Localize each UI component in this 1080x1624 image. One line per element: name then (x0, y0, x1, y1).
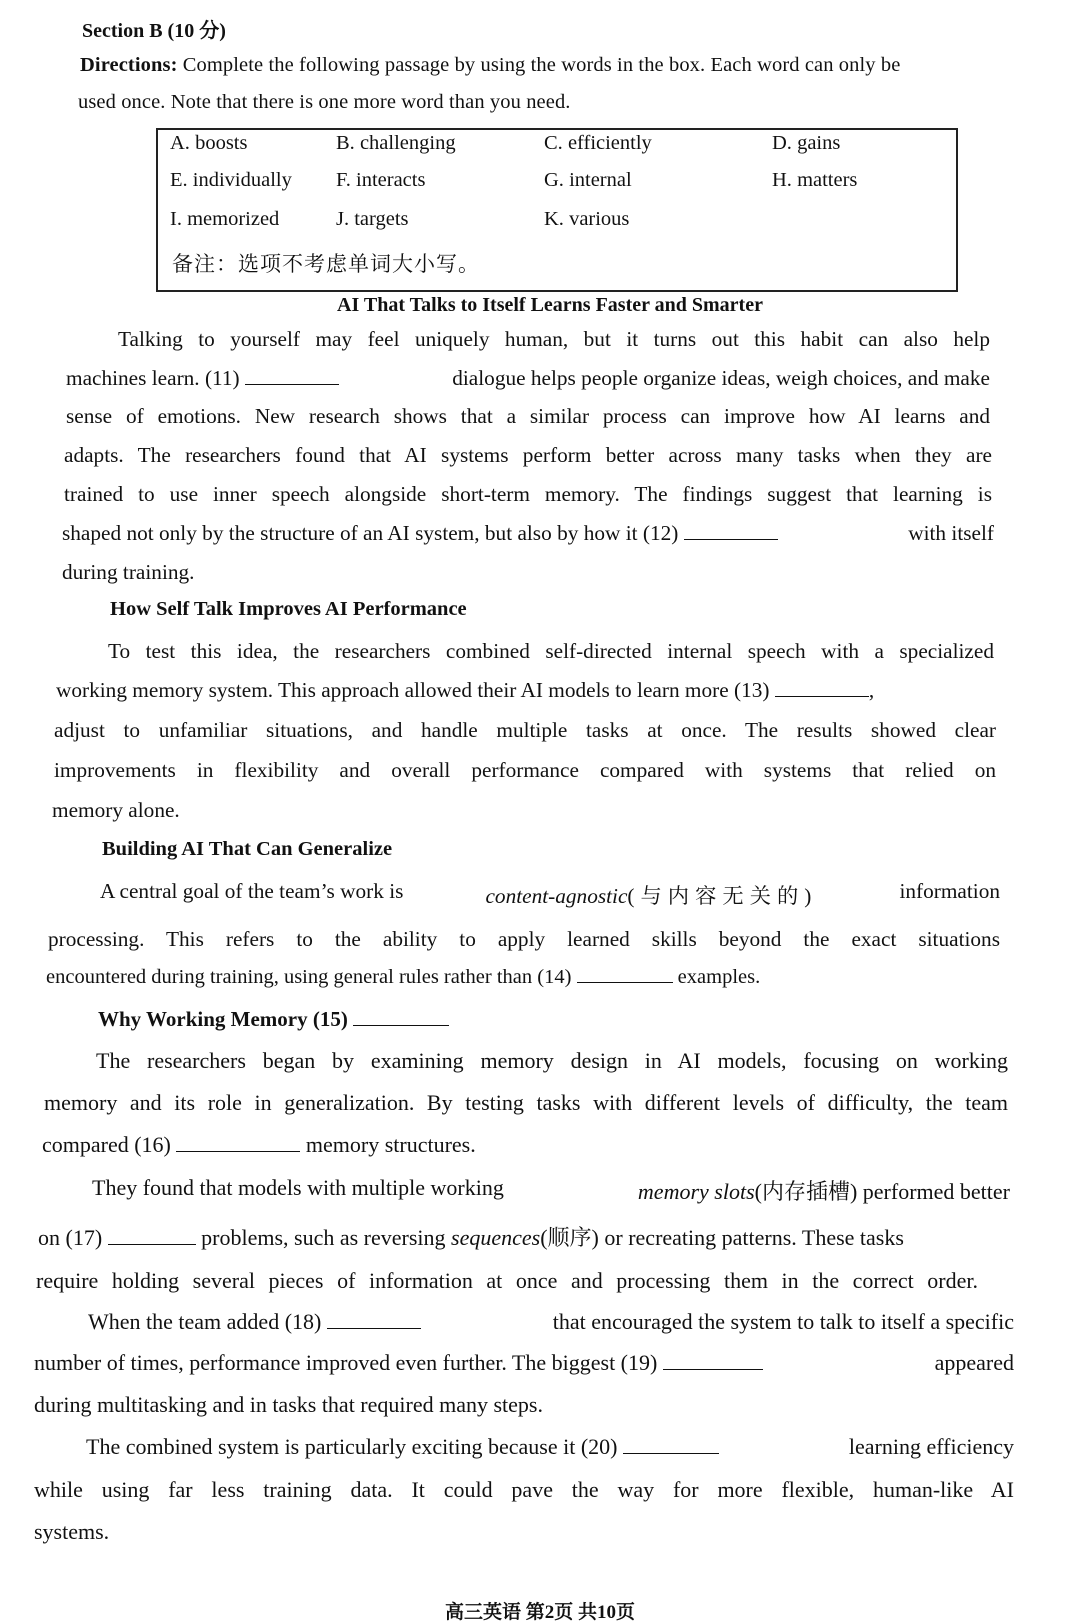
option-g: G. internal (544, 169, 632, 191)
option-c: C. efficiently (544, 132, 652, 154)
p3-line-3: encountered during training, using general rules rather than (14) examples. (46, 966, 761, 988)
blank-18[interactable] (327, 1327, 421, 1329)
p7-line-3: systems. (34, 1519, 110, 1544)
p1-line-3: sense of emotions. New research shows that a similar process can improve how AI learns and (66, 404, 990, 428)
option-b: B. challenging (336, 132, 456, 154)
p5-line-2: on (17) problems, such as reversing sequences(顺序) or recreating patterns. These tasks (38, 1225, 904, 1250)
section-title: Section B (10 分) (82, 20, 226, 42)
blank-12[interactable] (684, 538, 778, 540)
blank-20[interactable] (623, 1452, 719, 1454)
heading-generalize: Building AI That Can Generalize (102, 838, 393, 860)
p4-line-3: compared (16) memory structures. (42, 1132, 476, 1157)
directions-line-2: used once. Note that there is one more word than you need. (78, 91, 571, 113)
blank-19[interactable] (663, 1368, 763, 1370)
option-h: H. matters (772, 169, 858, 191)
p2-line-2: working memory system. This approach allowed their AI models to learn more (13) , (56, 678, 875, 702)
p3-line-1: A central goal of the team’s work is content-agnostic(与内容无关的) information (100, 879, 1000, 908)
p7-line-2: while using far less training data. It could pave the way for more flexible, human-like AI (34, 1477, 1014, 1502)
option-e: E. individually (170, 169, 292, 191)
option-k: K. various (544, 208, 630, 230)
word-box (156, 128, 958, 292)
p2-line-5: memory alone. (52, 798, 180, 822)
p6-line-1: When the team added (18) that encouraged the system to talk to itself a specific (88, 1309, 1014, 1334)
p5-line-1: They found that models with multiple working memory slots(内存插槽) performed better (92, 1175, 1010, 1204)
p7-line-1: The combined system is particularly exciting because it (20) learning efficiency (86, 1434, 1014, 1459)
option-a: A. boosts (170, 132, 248, 154)
p1-line-4: adapts. The researchers found that AI systems perform better across many tasks when they are (64, 443, 992, 467)
p1-line-6: shaped not only by the structure of an AI system, but also by how it (12) with itself (62, 521, 994, 545)
heading-self-talk: How Self Talk Improves AI Performance (110, 598, 467, 620)
blank-13[interactable] (775, 695, 869, 697)
p3-line-2: processing. This refers to the ability to apply learned skills beyond the exact situations (48, 927, 1000, 951)
option-f: F. interacts (336, 169, 426, 191)
option-j: J. targets (336, 208, 409, 230)
p5-line-3: require holding several pieces of information at once and processing them in the correct order. (36, 1268, 978, 1293)
page-footer: 高三英语 第2页 共10页 (444, 1602, 635, 1623)
p4-line-1: The researchers began by examining memory design in AI models, focusing on working (96, 1048, 1008, 1073)
directions-label: Directions: (80, 54, 178, 76)
blank-15[interactable] (353, 1024, 449, 1026)
blank-11[interactable] (245, 383, 339, 385)
heading-working-memory: Why Working Memory (15) (98, 1007, 449, 1032)
blank-16[interactable] (176, 1150, 300, 1152)
p1-line-7: during training. (62, 560, 195, 584)
p2-line-1: To test this idea, the researchers combined self-directed internal speech with a specialized (108, 639, 994, 663)
blank-17[interactable] (108, 1243, 196, 1245)
passage-title: AI That Talks to Itself Learns Faster and Smarter (337, 294, 763, 316)
p2-line-3: adjust to unfamiliar situations, and handle multiple tasks at once. The results showed clear (54, 718, 996, 742)
option-d: D. gains (772, 132, 841, 154)
p1-line-5: trained to use inner speech alongside short-term memory. The findings suggest that learning is (64, 482, 992, 506)
option-i: I. memorized (170, 208, 280, 230)
p6-line-3: during multitasking and in tasks that required many steps. (34, 1392, 543, 1417)
blank-14[interactable] (577, 981, 673, 983)
box-note: 备注：选项不考虑单词大小写。 (172, 252, 480, 276)
p6-line-2: number of times, performance improved even further. The biggest (19) appeared (34, 1350, 1014, 1375)
p1-line-1: Talking to yourself may feel uniquely human, but it turns out this habit can also help (118, 327, 990, 351)
p2-line-4: improvements in flexibility and overall performance compared with systems that relied on (54, 758, 996, 782)
p1-line-2: machines learn. (11) dialogue helps people organize ideas, weigh choices, and make (66, 366, 990, 390)
p4-line-2: memory and its role in generalization. By testing tasks with different levels of difficulty, the team (44, 1090, 1008, 1115)
directions-line-1: Directions: Complete the following passage by using the words in the box. Each word can only be (80, 54, 901, 76)
